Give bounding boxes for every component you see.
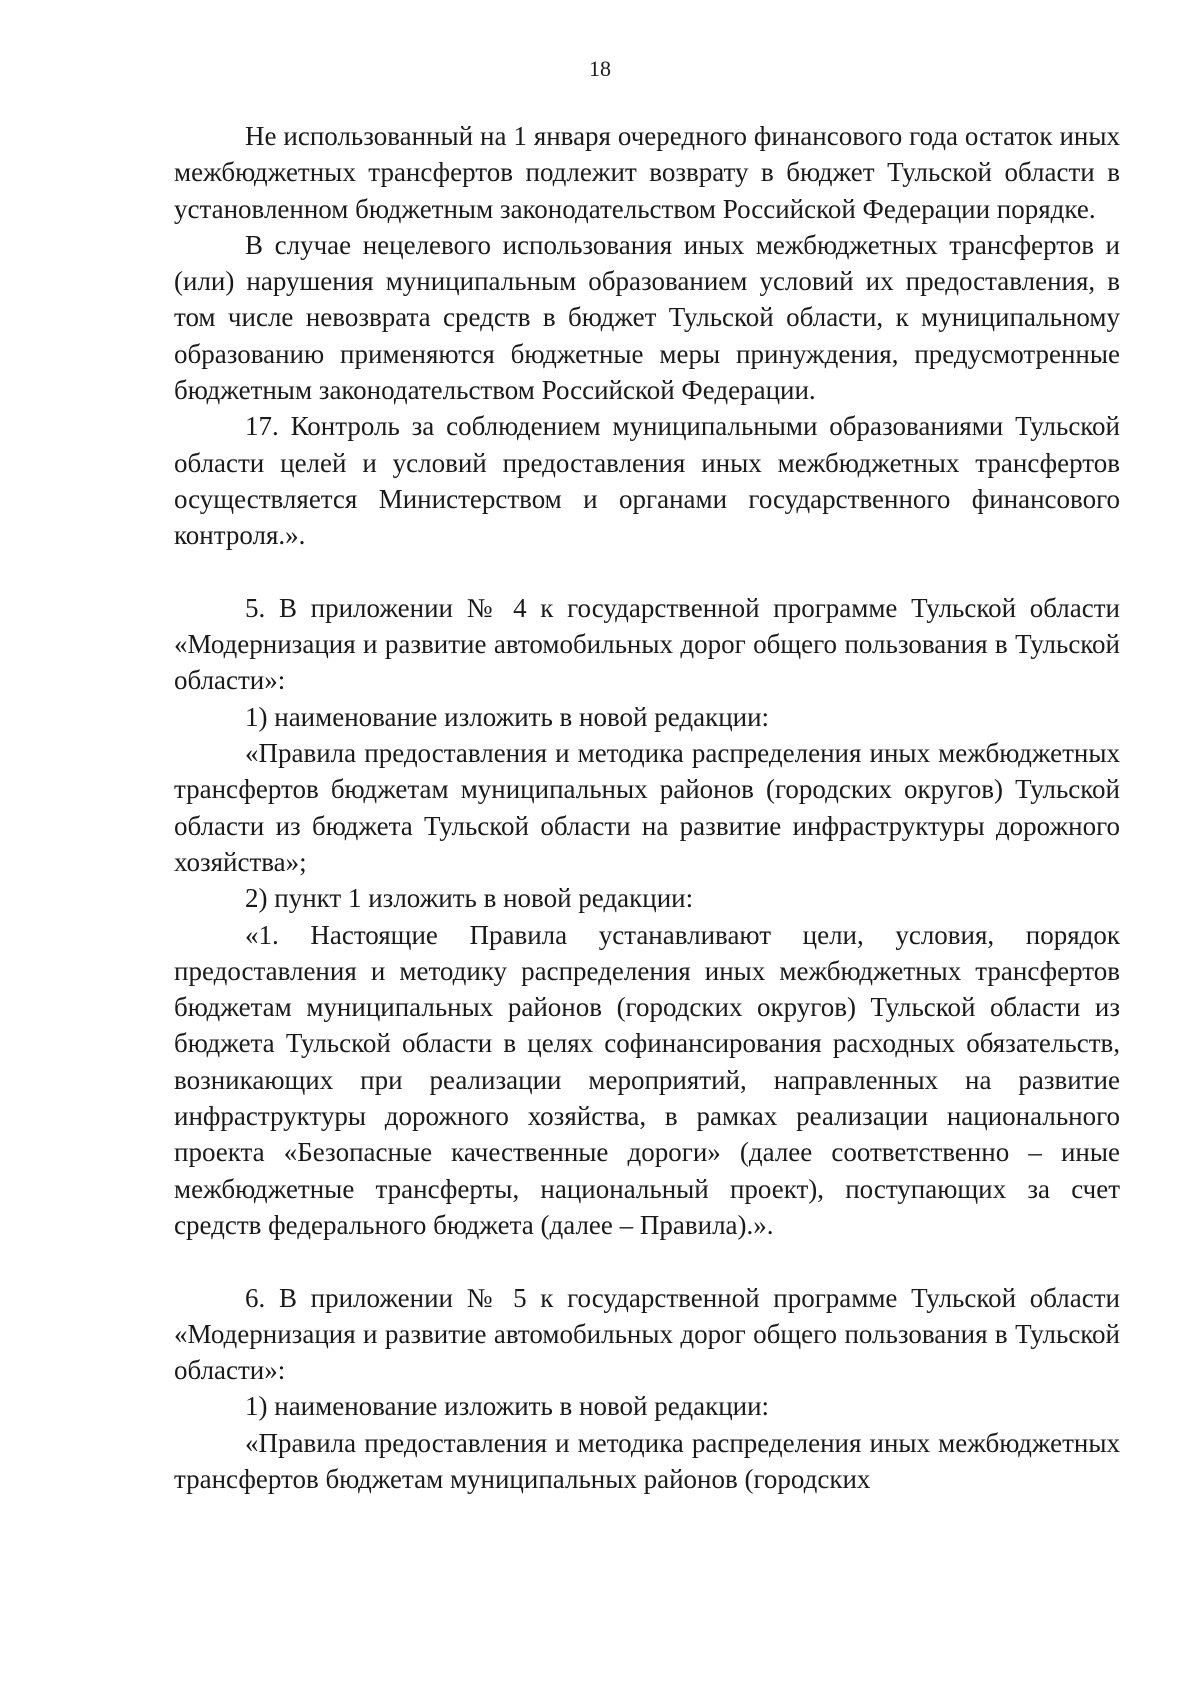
paragraph-misuse-measures: В случае нецелевого использования иных межбюджетных трансфертов и (или) нарушения муниципальным образованием условий их предоставления, в том числе невозврата средств в бюджет Тульской области, к муниципальному образованию применяются бюджетные меры принуждения, предусмотренные бюджетным законодательством Российской Федерации. [174,229,1120,406]
document-body [174,118,1120,1497]
paragraph-section-5-item-1: 1) наименование изложить в новой редакции: [245,701,770,732]
paragraph-section-6-new-title: «Правила предоставления и методика распределения иных межбюджетных трансфертов бюджетам муниципальных районов (городских [174,1427,1120,1494]
paragraph-item-17-control: 17. Контроль за соблюдением муниципальными образованиями Тульской области целей и условий предоставления иных межбюджетных трансфертов осуществляется Министерством и органами государственного финансового контроля.». [174,411,1120,551]
paragraph-section-5-point-1-text: «1. Настоящие Правила устанавливают цели, условия, порядок предоставления и методику распределения иных межбюджетных трансфертов бюджетам муниципальных районов (городских округов) Тульской области из бюджета Тульской области в целях софинансирования расходных обязательств, возникающих при реализации мероприятий, направленных на развитие инфраструктуры дорожного хозяйства, в рамках реализации национального проекта «Безопасные качественные дороги» (далее соответственно – иные межбюджетные трансферты, национальный проект), поступающих за счет средств федерального бюджета (далее – Правила).». [174,919,1120,1240]
page-number: 18 [589,56,611,81]
paragraph-section-5-new-title: «Правила предоставления и методика распределения иных межбюджетных трансфертов бюджетам муниципальных районов (городских округов) Тульской области из бюджета Тульской области на развитие инфраструктуры дорожного хозяйства»; [174,738,1120,877]
paragraph-section-5-heading: 5. В приложении № 4 к государственной программе Тульской области «Модернизация и развитие автомобильных дорог общего пользования в Тульской области»: [174,592,1120,696]
paragraph-section-5-item-2: 2) пункт 1 изложить в новой редакции: [245,883,694,914]
paragraph-unused-balance: Не использованный на 1 января очередного финансового года остаток иных межбюджетных трансфертов подлежит возврату в бюджет Тульской области в установленном бюджетным законодательством Российской Федерации порядке. [174,121,1120,224]
paragraph-section-6-item-1: 1) наименование изложить в новой редакции: [245,1391,770,1422]
paragraph-section-6-heading: 6. В приложении № 5 к государственной программе Тульской области «Модернизация и развитие автомобильных дорог общего пользования в Тульской области»: [174,1282,1120,1386]
